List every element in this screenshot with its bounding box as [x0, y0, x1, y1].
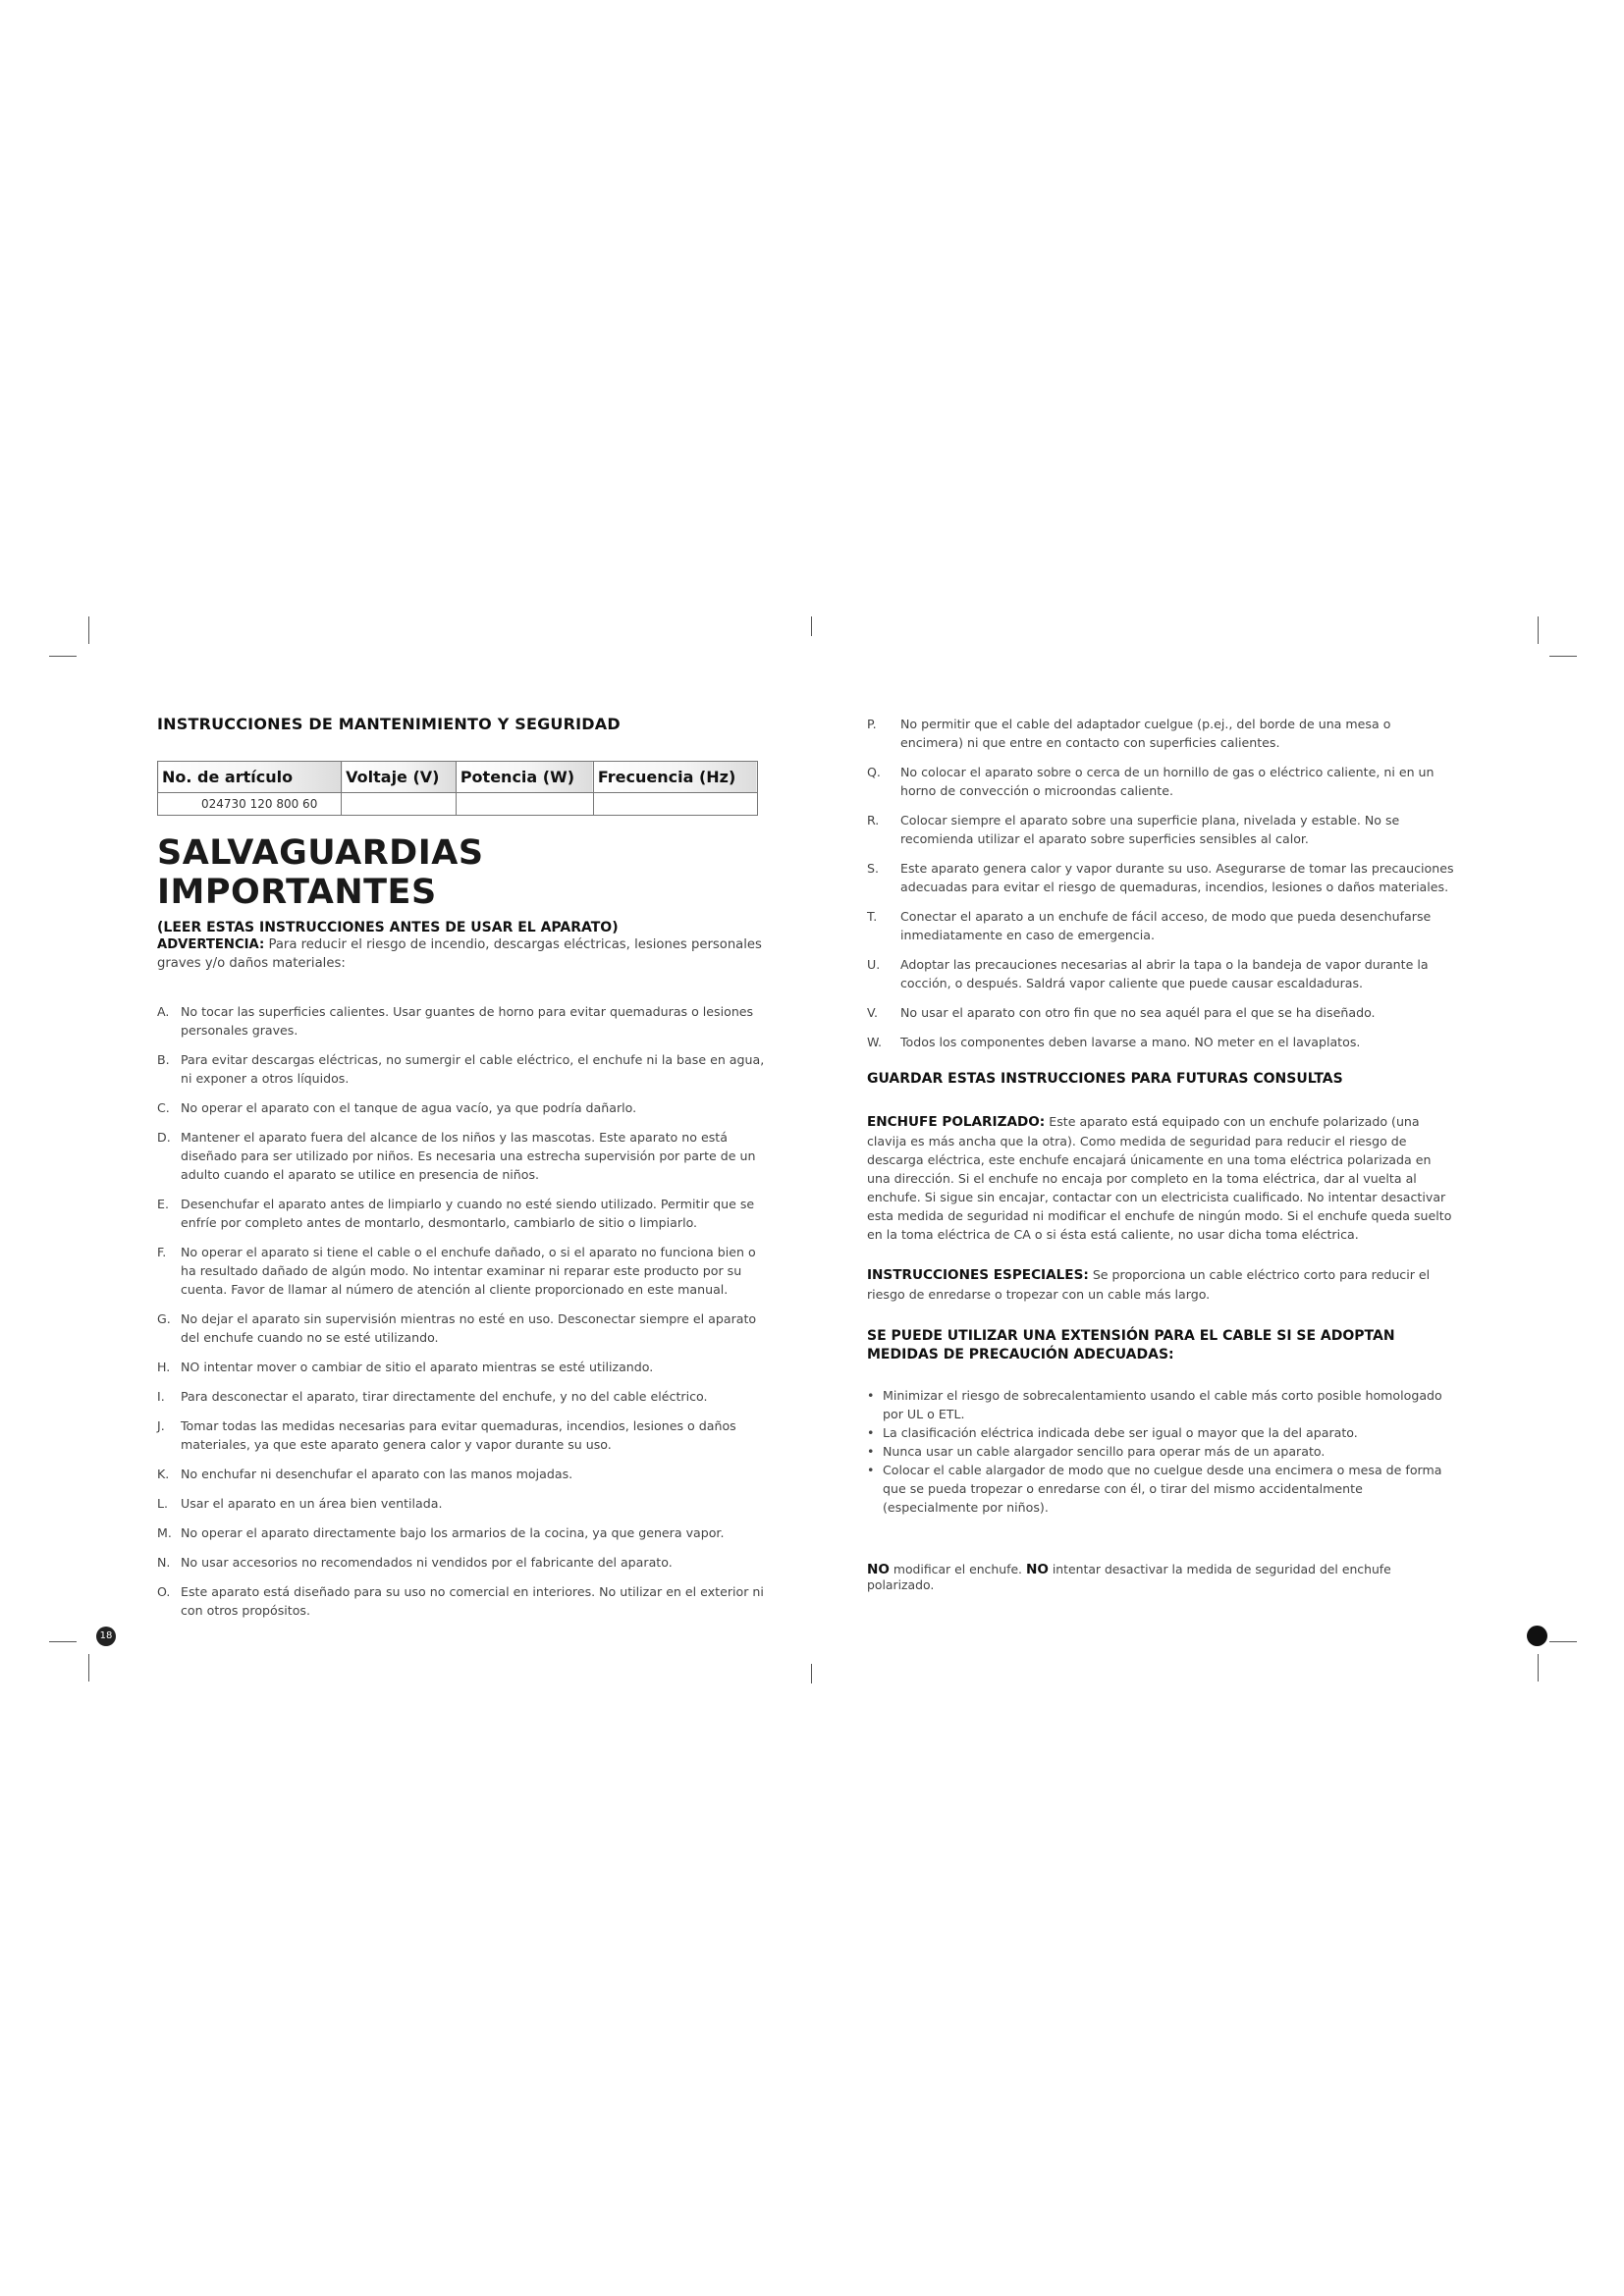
crop-mark: [811, 1664, 812, 1683]
item-letter: D.: [157, 1130, 171, 1145]
extension-cord-heading: SE PUEDE UTILIZAR UNA EXTENSIÓN PARA EL CABLE SI SE ADOPTAN MEDIDAS DE PRECAUCIÓN ADECUADAS:: [867, 1328, 1395, 1362]
item-letter: Q.: [867, 765, 881, 779]
crop-mark: [1549, 656, 1577, 657]
crop-mark: [1538, 1654, 1539, 1682]
bullet-text: La clasificación eléctrica indicada debe ser igual o mayor que la del aparato.: [883, 1425, 1358, 1440]
special-text: Se proporciona un cable eléctrico corto para reducir el riesgo de enredarse o tropezar con un cable más largo.: [867, 1267, 1431, 1302]
item-text: No tocar las superficies calientes. Usar guantes de horno para evitar quemaduras o lesiones personales graves.: [181, 1004, 754, 1038]
page-number: 18: [96, 1627, 116, 1646]
left-column: [157, 715, 766, 1630]
header-power: Potencia (W): [456, 762, 593, 793]
header-frequency: Frecuencia (Hz): [593, 762, 757, 793]
safety-list-left: [157, 1002, 766, 1620]
header-article: No. de artículo: [158, 762, 342, 793]
special-label: INSTRUCCIONES ESPECIALES:: [867, 1267, 1089, 1283]
crop-mark: [88, 1654, 89, 1682]
bullet-icon: •: [867, 1444, 875, 1459]
polarized-label: ENCHUFE POLARIZADO:: [867, 1114, 1046, 1130]
item-letter: L.: [157, 1496, 169, 1511]
list-item: [867, 1003, 1456, 1022]
item-letter: T.: [867, 909, 878, 924]
list-item: [157, 1195, 766, 1232]
item-letter: I.: [157, 1389, 165, 1404]
bullet-item: [867, 1461, 1456, 1517]
polarized-text: Este aparato está equipado con un enchufe polarizado (una clavija es más ancha que la otra). Como medida de seguridad para reducir el riesgo de descarga eléctrica, este enchufe encajará únicamente en una toma eléctrica polarizada en una dirección. Si el enchufe no encaja por completo en la toma eléctrica, dar al vuelta al enchufe. Si sigue sin encajar, contactar con un electricista cualificado. No intentar desactivar esta medida de seguridad ni modificar el enchufe de ningún modo. Si el enchufe queda suelto en la toma eléctrica de CA o si ésta está caliente, no usar dicha toma eléctrica.: [867, 1114, 1452, 1242]
save-instructions-heading: GUARDAR ESTAS INSTRUCCIONES PARA FUTURAS CONSULTAS: [867, 1071, 1343, 1087]
item-letter: K.: [157, 1467, 170, 1481]
warning-paragraph: [157, 935, 766, 973]
item-text: No operar el aparato directamente bajo los armarios de la cocina, ya que genera vapor.: [181, 1525, 725, 1540]
item-letter: M.: [157, 1525, 172, 1540]
spec-table-row: [158, 793, 758, 816]
crop-mark: [1549, 1641, 1577, 1642]
item-letter: H.: [157, 1360, 171, 1374]
crop-mark: [49, 1641, 77, 1642]
bullet-icon: •: [867, 1425, 875, 1440]
main-title: SALVAGUARDIAS IMPORTANTES: [157, 833, 484, 912]
list-item: [157, 1243, 766, 1299]
item-text: No operar el aparato si tiene el cable o el enchufe dañado, o si el aparato no funciona bien o ha resultado dañado de algún modo. No intentar examinar ni reparar este producto por su cuenta. Favor de llamar al número de atención al cliente proporcionado en este manual.: [181, 1245, 756, 1297]
list-item: [867, 763, 1456, 800]
bullet-text: Colocar el cable alargador de modo que no cuelgue desde una encimera o mesa de forma que se pueda tropezar o enredarse con él, o tirar del mismo accidentalmente (especialmente por niños).: [883, 1463, 1442, 1515]
item-text: No usar el aparato con otro fin que no sea aquél para el que se ha diseñado.: [900, 1005, 1376, 1020]
item-text: Para desconectar el aparato, tirar directamente del enchufe, y no del cable eléctrico.: [181, 1389, 708, 1404]
list-item: [867, 859, 1456, 896]
item-letter: A.: [157, 1004, 170, 1019]
final-text-1: modificar el enchufe.: [889, 1562, 1026, 1576]
bullet-text: Nunca usar un cable alargador sencillo para operar más de un aparato.: [883, 1444, 1326, 1459]
item-letter: B.: [157, 1052, 170, 1067]
extension-bullet-list: [867, 1386, 1456, 1517]
item-text: No permitir que el cable del adaptador cuelgue (p.ej., del borde de una mesa o encimera) ni que entre en contacto con superficies calientes.: [900, 717, 1391, 750]
list-item: [157, 1582, 766, 1620]
item-letter: G.: [157, 1311, 171, 1326]
final-no-1: NO: [867, 1562, 890, 1577]
spec-cell-empty: [593, 793, 757, 816]
item-text: Para evitar descargas eléctricas, no sumergir el cable eléctrico, el enchufe ni la base en agua, ni exponer a otros líquidos.: [181, 1052, 765, 1086]
item-text: Este aparato está diseñado para su uso no comercial en interiores. No utilizar en el exterior ni con otros propósitos.: [181, 1584, 764, 1618]
warning-text: Para reducir el riesgo de incendio, descargas eléctricas, lesiones personales graves y/o daños materiales:: [157, 937, 762, 971]
header-voltage: Voltaje (V): [342, 762, 457, 793]
item-letter: N.: [157, 1555, 171, 1570]
item-text: No operar el aparato con el tanque de agua vacío, ya que podría dañarlo.: [181, 1100, 637, 1115]
item-letter: F.: [157, 1245, 167, 1259]
crop-mark: [88, 616, 89, 644]
item-letter: U.: [867, 957, 881, 972]
final-warning: [867, 1562, 1456, 1592]
right-column: [867, 715, 1456, 1592]
item-text: No colocar el aparato sobre o cerca de un hornillo de gas o eléctrico caliente, ni en un horno de convección o microondas caliente.: [900, 765, 1435, 798]
list-item: [867, 955, 1456, 992]
list-item: [157, 1494, 766, 1513]
list-item: [157, 1553, 766, 1572]
item-text: No usar accesorios no recomendados ni vendidos por el fabricante del aparato.: [181, 1555, 673, 1570]
list-item: [867, 1033, 1456, 1051]
list-item: [157, 1358, 766, 1376]
safety-list-right: [867, 715, 1456, 1051]
item-text: No dejar el aparato sin supervisión mientras no esté en uso. Desconectar siempre el aparato del enchufe cuando no se esté utilizando.: [181, 1311, 757, 1345]
item-letter: C.: [157, 1100, 170, 1115]
item-letter: E.: [157, 1197, 169, 1211]
list-item: [867, 811, 1456, 848]
spec-cell-empty: [456, 793, 593, 816]
item-letter: P.: [867, 717, 877, 731]
bullet-item: [867, 1442, 1456, 1461]
list-item: [157, 1416, 766, 1454]
list-item: [157, 1098, 766, 1117]
item-letter: W.: [867, 1035, 883, 1049]
section-title: INSTRUCCIONES DE MANTENIMIENTO Y SEGURIDAD: [157, 715, 621, 733]
list-item: [157, 1050, 766, 1088]
bullet-text: Minimizar el riesgo de sobrecalentamiento usando el cable más corto posible homologado por UL o ETL.: [883, 1388, 1442, 1421]
crop-mark: [1538, 616, 1539, 644]
item-text: Conectar el aparato a un enchufe de fácil acceso, de modo que pueda desenchufarse inmediatamente en caso de emergencia.: [900, 909, 1432, 942]
list-item: [867, 715, 1456, 752]
list-item: [867, 907, 1456, 944]
item-text: No enchufar ni desenchufar el aparato con las manos mojadas.: [181, 1467, 573, 1481]
spec-table: [157, 761, 758, 816]
item-letter: S.: [867, 861, 879, 876]
bullet-item: [867, 1423, 1456, 1442]
spec-row-values: 024730 120 800 60: [158, 793, 342, 816]
item-text: Este aparato genera calor y vapor durante su uso. Asegurarse de tomar las precauciones adecuadas para evitar el riesgo de quemaduras, incendios, lesiones o daños materiales.: [900, 861, 1454, 894]
list-item: [157, 1465, 766, 1483]
special-instructions-paragraph: [867, 1265, 1456, 1304]
bullet-item: [867, 1386, 1456, 1423]
item-letter: V.: [867, 1005, 878, 1020]
item-letter: R.: [867, 813, 880, 828]
crop-mark: [49, 656, 77, 657]
sub-title: (LEER ESTAS INSTRUCCIONES ANTES DE USAR EL APARATO): [157, 920, 619, 935]
final-text-2: intentar desactivar la medida de seguridad del enchufe polarizado.: [867, 1562, 1391, 1592]
warning-label: ADVERTENCIA:: [157, 937, 265, 952]
list-item: [157, 1002, 766, 1040]
polarized-plug-paragraph: [867, 1112, 1456, 1244]
bullet-icon: •: [867, 1388, 875, 1403]
crop-mark: [811, 616, 812, 636]
item-text: Colocar siempre el aparato sobre una superficie plana, nivelada y estable. No se recomienda utilizar el aparato sobre superficies sensibles al calor.: [900, 813, 1400, 846]
item-text: Usar el aparato en un área bien ventilada.: [181, 1496, 443, 1511]
item-text: Todos los componentes deben lavarse a mano. NO meter en el lavaplatos.: [900, 1035, 1361, 1049]
bullet-icon: •: [867, 1463, 875, 1477]
list-item: [157, 1387, 766, 1406]
registration-dot: [1527, 1626, 1547, 1646]
list-item: [157, 1309, 766, 1347]
item-text: Adoptar las precauciones necesarias al abrir la tapa o la bandeja de vapor durante la cocción, o después. Saldrá vapor caliente que puede causar escaldaduras.: [900, 957, 1429, 990]
spec-table-header: [158, 762, 758, 793]
item-text: Mantener el aparato fuera del alcance de los niños y las mascotas. Este aparato no está diseñado para ser utilizado por niños. Es necesaria una estrecha supervisión por parte de un adulto cuando el aparato se utilice en presencia de niños.: [181, 1130, 756, 1182]
spec-cell-empty: [342, 793, 457, 816]
item-text: Tomar todas las medidas necesarias para evitar quemaduras, incendios, lesiones o daños materiales, ya que este aparato genera calor y vapor durante su uso.: [181, 1418, 736, 1452]
list-item: [157, 1128, 766, 1184]
final-no-2: NO: [1025, 1562, 1049, 1577]
item-text: Desenchufar el aparato antes de limpiarlo y cuando no esté siendo utilizado. Permitir que se enfríe por completo antes de montarlo, desmontarlo, cambiarlo de sitio o limpiarlo.: [181, 1197, 755, 1230]
item-letter: J.: [157, 1418, 165, 1433]
list-item: [157, 1523, 766, 1542]
item-letter: O.: [157, 1584, 171, 1599]
item-text: NO intentar mover o cambiar de sitio el aparato mientras se esté utilizando.: [181, 1360, 654, 1374]
